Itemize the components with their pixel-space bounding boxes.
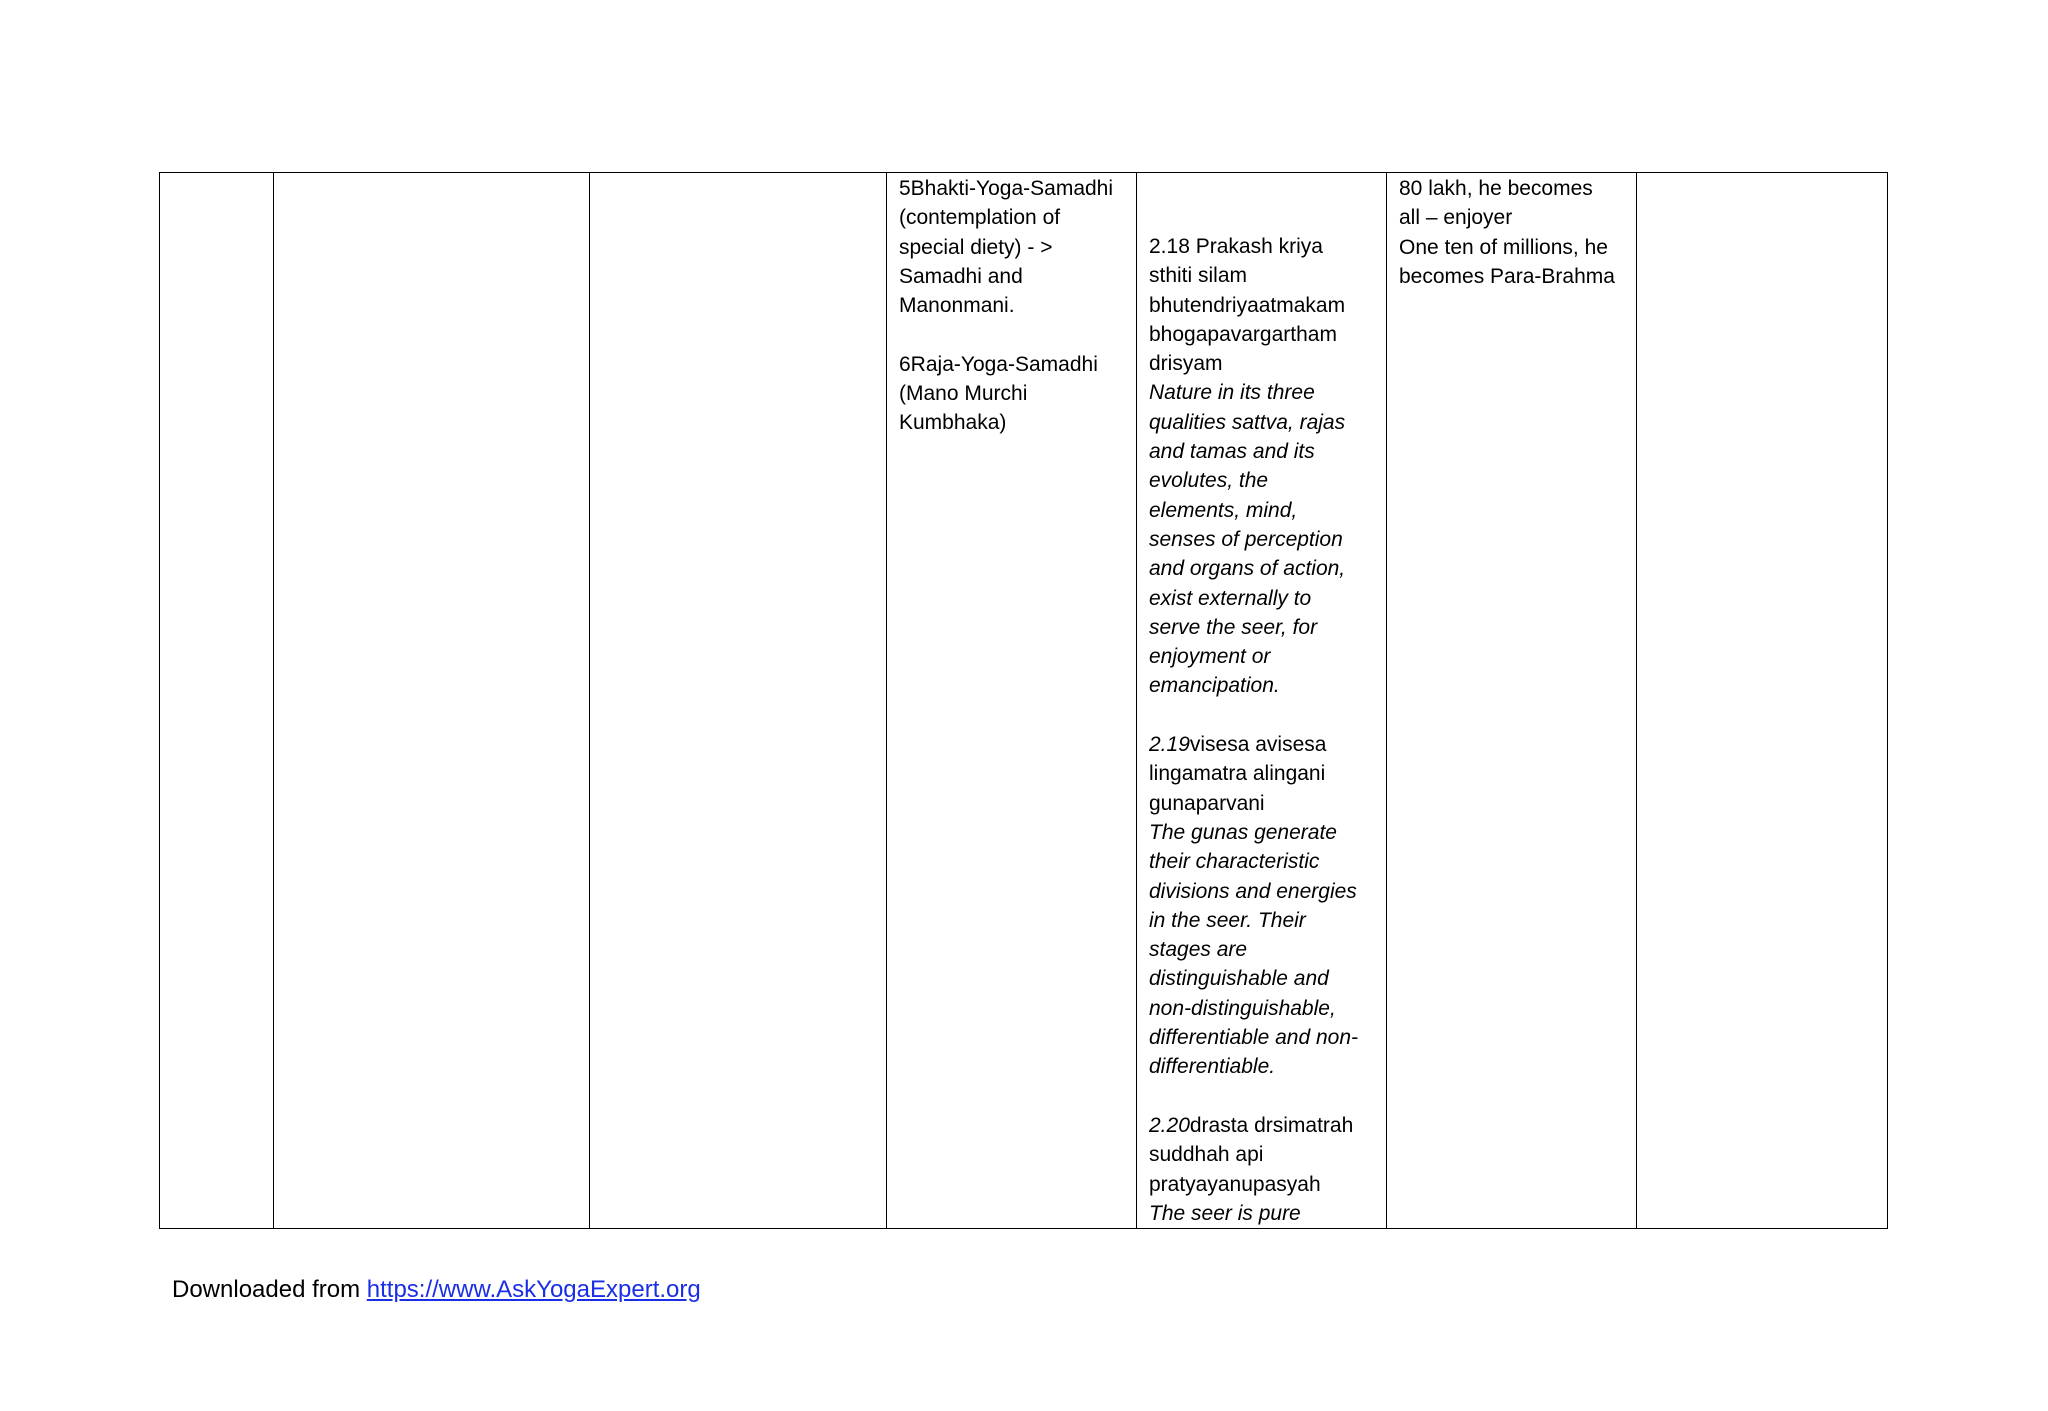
footer-link[interactable]: https://www.AskYogaExpert.org xyxy=(366,1276,701,1303)
content-table xyxy=(159,172,1888,1229)
table-cell-7 xyxy=(1637,173,1888,1229)
sutra-2-20-text: drasta drsimatrah suddhah api pratyayanupasyah xyxy=(1149,1113,1354,1196)
blank-line xyxy=(899,320,1124,349)
table-cell-3 xyxy=(590,173,887,1229)
sutra-2-19 xyxy=(1149,730,1374,818)
table-cell-1 xyxy=(160,173,274,1229)
table-cell-4 xyxy=(887,173,1137,1229)
samadhi-bhakti-text: 5Bhakti-Yoga-Samadhi (contemplation of special diety) - > Samadhi and Manonmani. xyxy=(899,177,1114,318)
sutra-2-20-translation: The seer is pure xyxy=(1149,1201,1301,1225)
samadhi-raja-text: 6Raja-Yoga-Samadhi (Mano Murchi Kumbhaka) xyxy=(899,352,1098,435)
table-row xyxy=(160,173,1888,1229)
enjoyer-para-brahma-text: 80 lakh, he becomes all – enjoyer One ten of millions, he becomes Para-Brahma xyxy=(1399,177,1615,288)
blank-line xyxy=(1149,701,1374,730)
table-cell-2 xyxy=(274,173,590,1229)
download-footer xyxy=(172,1275,701,1305)
footer-prefix: Downloaded from xyxy=(172,1276,367,1303)
sutra-2-18-translation: Nature in its three qualities sattva, rajas and tamas and its evolutes, the elements, mind, senses of perception and organs of action, exist externally to serve the seer, for enjoyment or emancipation. xyxy=(1149,381,1346,698)
sutra-2-20 xyxy=(1149,1111,1374,1199)
sutra-2-19-text: visesa avisesa lingamatra alingani gunaparvani xyxy=(1149,733,1327,815)
sutra-2-18-text: 2.18 Prakash kriya sthiti silam bhutendriyaatmakam bhogapavargartham drisyam xyxy=(1149,235,1346,376)
sutra-2-20-number: 2.20 xyxy=(1149,1113,1190,1137)
table-cell-5 xyxy=(1137,173,1387,1229)
table-cell-6 xyxy=(1387,173,1637,1229)
sutra-2-19-translation: The gunas generate their characteristic divisions and energies in the seer. Their stages are distinguishable and non-distinguishable, differentiable and non- differentiable. xyxy=(1149,820,1358,1079)
sutra-2-19-number: 2.19 xyxy=(1149,733,1190,757)
blank-line xyxy=(1149,1082,1374,1111)
